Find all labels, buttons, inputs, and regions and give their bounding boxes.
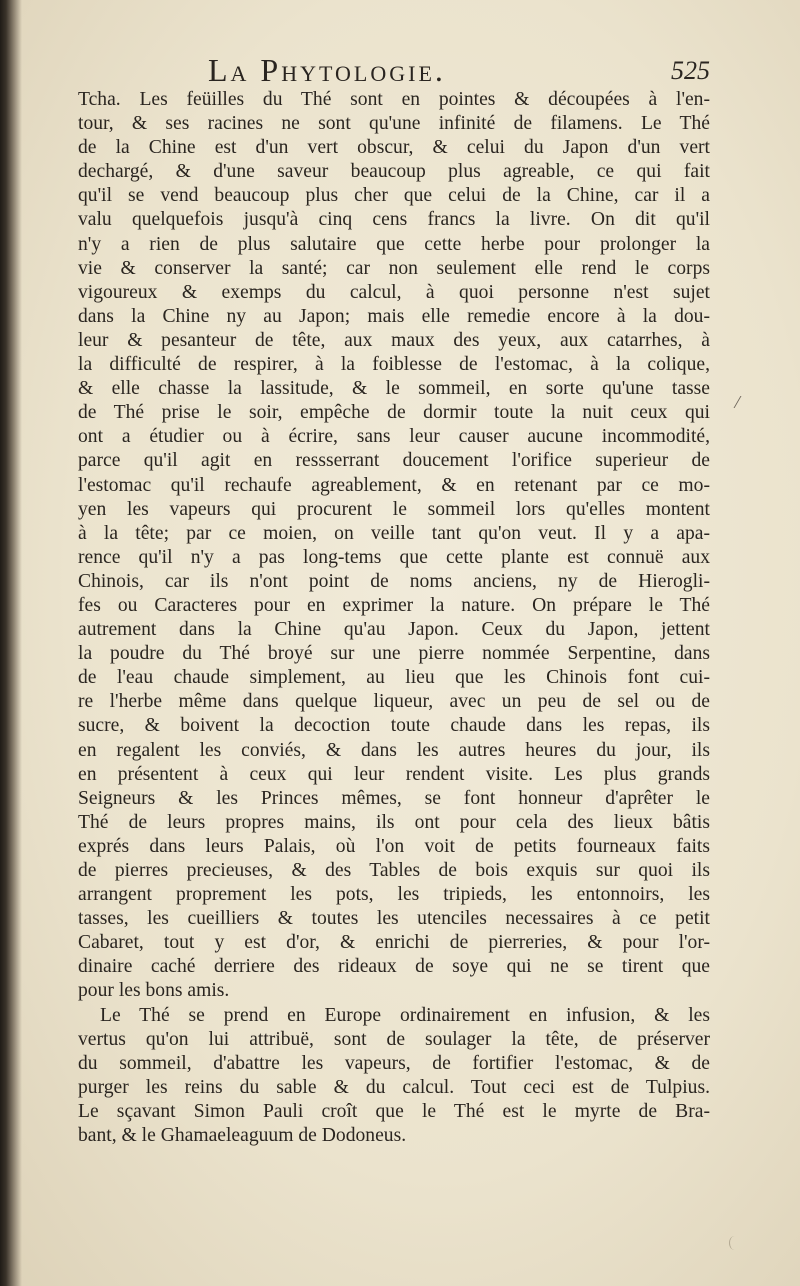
text-line: valu quelquefois jusqu'à cinq cens francs la livre. On dit qu'il — [78, 209, 710, 231]
text-line: à la tête; par ce moien, on veille tant qu'on veut. Il y a apa- — [78, 522, 710, 544]
text-line: exprés dans leurs Palais, où l'on voit de petits fourneaux faits — [78, 835, 710, 857]
text-line: dechargé, & d'une saveur beaucoup plus agreable, ce qui fait — [78, 161, 710, 183]
text-line: du sommeil, d'abattre les vapeurs, de fortifier l'estomac, & de — [78, 1052, 710, 1074]
text-line: Thé de leurs propres mains, ils ont pour cela des lieux bâtis — [78, 811, 710, 833]
text-line: ont a étudier ou à écrire, sans leur causer aucune incommodité, — [78, 426, 710, 448]
text-line: yen les vapeurs qui procurent le sommeil lors qu'elles montent — [78, 498, 710, 520]
text-line: dans la Chine ny au Japon; mais elle remedie encore à la dou- — [78, 305, 710, 327]
running-title: La Phytologie. — [208, 52, 446, 88]
text-line: sucre, & boivent la decoction toute chaude dans les repas, ils — [78, 715, 710, 737]
text-line: Tcha. Les feüilles du Thé sont en pointes & découpées à l'en- — [78, 89, 710, 110]
text-line: n'y a rien de plus salutaire que cette herbe pour prolonger la — [78, 233, 710, 255]
text-line: re l'herbe même dans quelque liqueur, avec un peu de sel ou de — [78, 691, 710, 713]
text-line: Le Thé se prend en Europe ordinairement en infusion, & les — [100, 1004, 710, 1026]
text-line: rence qu'il n'y a pas long-tems que cette plante est connuë aux — [78, 546, 710, 568]
text-line: autrement dans la Chine qu'au Japon. Ceux du Japon, jettent — [78, 619, 710, 641]
text-line: la difficulté de respirer, à la foiblesse de l'estomac, à la colique, — [78, 354, 710, 376]
paper-blemish — [729, 1236, 740, 1250]
text-line: tasses, les cueilliers & toutes les utenciles necessaires à ce petit — [78, 908, 710, 930]
text-line: Le sçavant Simon Pauli croît que le Thé est le myrte de Bra- — [78, 1100, 710, 1122]
text-line: de l'eau chaude simplement, au lieu que les Chinois font cui- — [78, 667, 710, 689]
text-line: vertus qu'on lui attribuë, sont de soulager la tête, de préserver — [78, 1028, 710, 1050]
text-line: & elle chasse la lassitude, & le sommeil, en sorte qu'une tasse — [78, 378, 710, 400]
text-line: pour les bons amis. — [78, 980, 230, 1002]
text-line: purger les reins du sable & du calcul. Tout ceci est de Tulpius. — [78, 1076, 710, 1098]
running-header — [78, 52, 718, 92]
text-line: parce qu'il agit en ressserrant doucement l'orifice superieur de — [78, 450, 710, 472]
text-line: bant, & le Ghamaeleaguum de Dodoneus. — [78, 1125, 407, 1147]
book-spine-shadow — [0, 0, 22, 1286]
page-number: 525 — [671, 56, 710, 85]
body-text — [78, 88, 710, 1148]
text-line: leur & pesanteur de tête, aux maux des yeux, aux catarrhes, à — [78, 329, 710, 351]
text-line: de la Chine est d'un vert obscur, & celui du Japon d'un vert — [78, 137, 710, 159]
text-line: Seigneurs & les Princes mêmes, se font honneur d'aprêter le — [78, 787, 710, 809]
text-line: en regalent les conviés, & dans les autres heures du jour, ils — [78, 739, 710, 761]
text-line: de pierres precieuses, & des Tables de bois exquis sur quoi ils — [78, 860, 710, 881]
text-line: vigoureux & exemps du calcul, à quoi personne n'est sujet — [78, 281, 710, 303]
text-line: tour, & ses racines ne sont qu'une infinité de filamens. Le Thé — [78, 113, 710, 135]
text-line: vie & conserver la santé; car non seulement elle rend le corps — [78, 257, 710, 279]
text-line: en présentent à ceux qui leur rendent visite. Les plus grands — [78, 763, 710, 785]
text-line: de Thé prise le soir, empêche de dormir toute la nuit ceux qui — [78, 402, 710, 424]
text-line: Cabaret, tout y est d'or, & enrichi de pierreries, & pour l'or- — [78, 932, 710, 954]
text-line: arrangent proprement les pots, les tripieds, les entonnoirs, les — [78, 884, 710, 906]
text-line: fes ou Caracteres pour en exprimer la nature. On prépare le Thé — [78, 594, 710, 616]
text-line: dinaire caché derriere des rideaux de soye qui ne se tirent que — [78, 956, 710, 978]
margin-mark — [734, 396, 754, 408]
text-line: qu'il se vend beaucoup plus cher que celui de la Chine, car il a — [78, 185, 710, 207]
text-line: l'estomac qu'il rechaufe agreablement, & en retenant par ce mo- — [78, 474, 710, 496]
text-line: Chinois, car ils n'ont point de noms anciens, ny de Hierogli- — [78, 570, 710, 592]
text-line: la poudre du Thé broyé sur une pierre nommée Serpentine, dans — [78, 643, 710, 665]
